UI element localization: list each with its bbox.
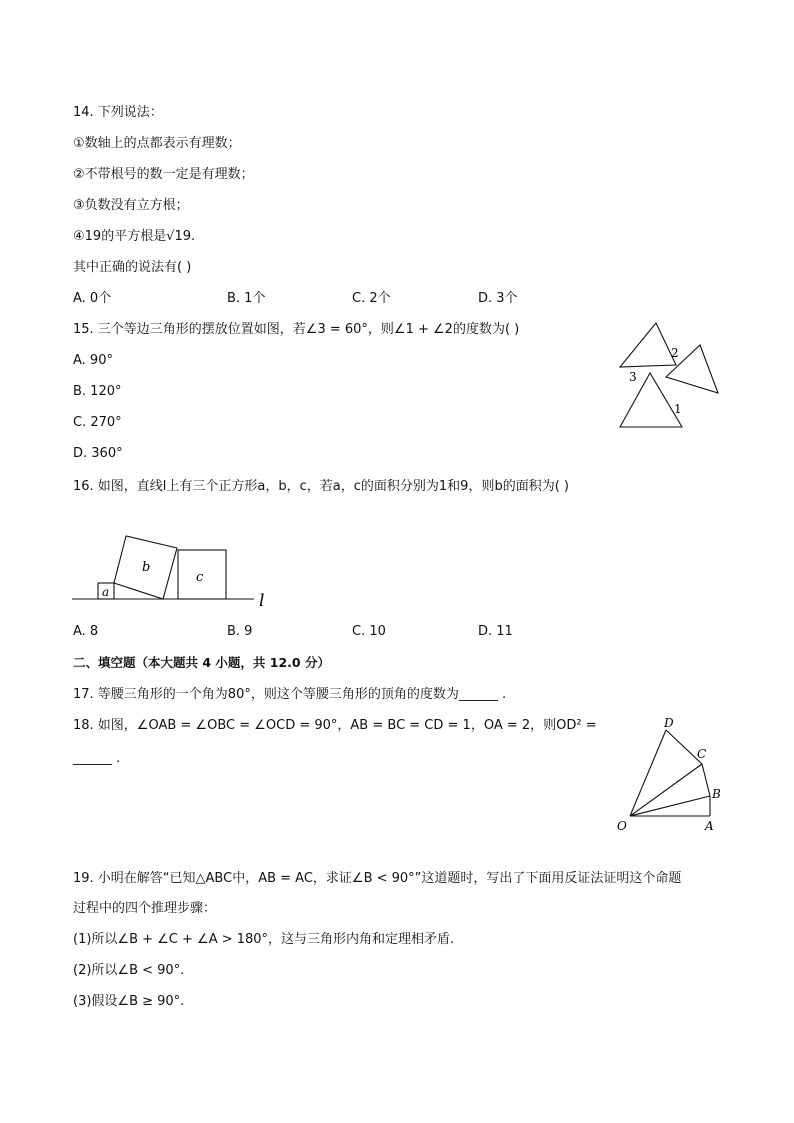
q14-statement-2: ②不带根号的数一定是有理数； — [73, 167, 254, 182]
q19-step-1: (1)所以∠B + ∠C + ∠A > 180°，这与三角形内角和定理相矛盾. — [73, 932, 455, 947]
q19-step-3: (3)假设∠B ≥ 90°. — [73, 994, 185, 1009]
q18-right-triangles-figure — [612, 712, 732, 837]
q16-squares-figure — [70, 528, 280, 613]
segment-OB — [630, 796, 710, 816]
q15-option-b: B. 120° — [73, 384, 122, 399]
q14-stem: 14. 下列说法： — [73, 105, 163, 120]
q16-option-c: C. 10 — [352, 624, 386, 639]
angle-label-1: 1 — [674, 402, 682, 416]
point-label-O: O — [617, 819, 627, 833]
q16-option-b: B. 9 — [227, 624, 253, 639]
q19-step-2: (2)所以∠B < 90°. — [73, 963, 185, 978]
q18-stem: 18. 如图，∠OAB = ∠OBC = ∠OCD = 90°，AB = BC = CD = 1，OA = 2，则OD² = — [73, 718, 597, 733]
q18-blank: ______ . — [73, 751, 121, 766]
q15-option-d: D. 360° — [73, 446, 123, 461]
label-c: c — [196, 570, 204, 585]
label-l: l — [259, 591, 265, 611]
q14-option-d: D. 3个 — [478, 291, 518, 306]
angle-label-3: 3 — [629, 370, 637, 384]
q14-statement-1: ①数轴上的点都表示有理数； — [73, 136, 241, 151]
section-2-heading: 二、填空题（本大题共 4 小题，共 12.0 分） — [73, 655, 330, 670]
q14-option-c: C. 2个 — [352, 291, 391, 306]
angle-label-2: 2 — [671, 346, 679, 360]
q14-option-b: B. 1个 — [227, 291, 266, 306]
q14-statement-4: ④19的平方根是√19. — [73, 229, 196, 244]
q14-statement-3: ③负数没有立方根； — [73, 198, 189, 213]
triangle-top — [620, 323, 676, 367]
label-a: a — [102, 585, 110, 599]
q17-stem: 17. 等腰三角形的一个角为80°，则这个等腰三角形的顶角的度数为______ . — [73, 687, 507, 702]
q15-option-c: C. 270° — [73, 415, 122, 430]
q16-option-a: A. 8 — [73, 624, 99, 639]
q16-option-d: D. 11 — [478, 624, 513, 639]
point-label-D: D — [664, 716, 674, 730]
point-label-C: C — [697, 747, 707, 761]
q14-ask: 其中正确的说法有( ) — [73, 260, 192, 275]
label-b: b — [142, 560, 151, 575]
point-label-A: A — [705, 819, 714, 833]
q19-stem: 19. 小明在解答“已知△ABC中，AB = AC，求证∠B < 90°”这道题时，写出了下面用反证法证明这个命题 — [73, 871, 682, 886]
point-label-B: B — [712, 787, 721, 801]
q15-triangles-figure — [610, 315, 730, 435]
q15-option-a: A. 90° — [73, 353, 113, 368]
q19-stem-continued: 过程中的四个推理步骤： — [73, 901, 217, 916]
q14-option-a: A. 0个 — [73, 291, 112, 306]
q15-stem: 15. 三个等边三角形的摆放位置如图，若∠3 = 60°，则∠1 + ∠2的度数为( ) — [73, 322, 520, 337]
q16-stem: 16. 如图，直线l上有三个正方形a，b，c，若a，c的面积分别为1和9，则b的面积为( ) — [73, 479, 569, 494]
segment-BC — [702, 764, 710, 796]
